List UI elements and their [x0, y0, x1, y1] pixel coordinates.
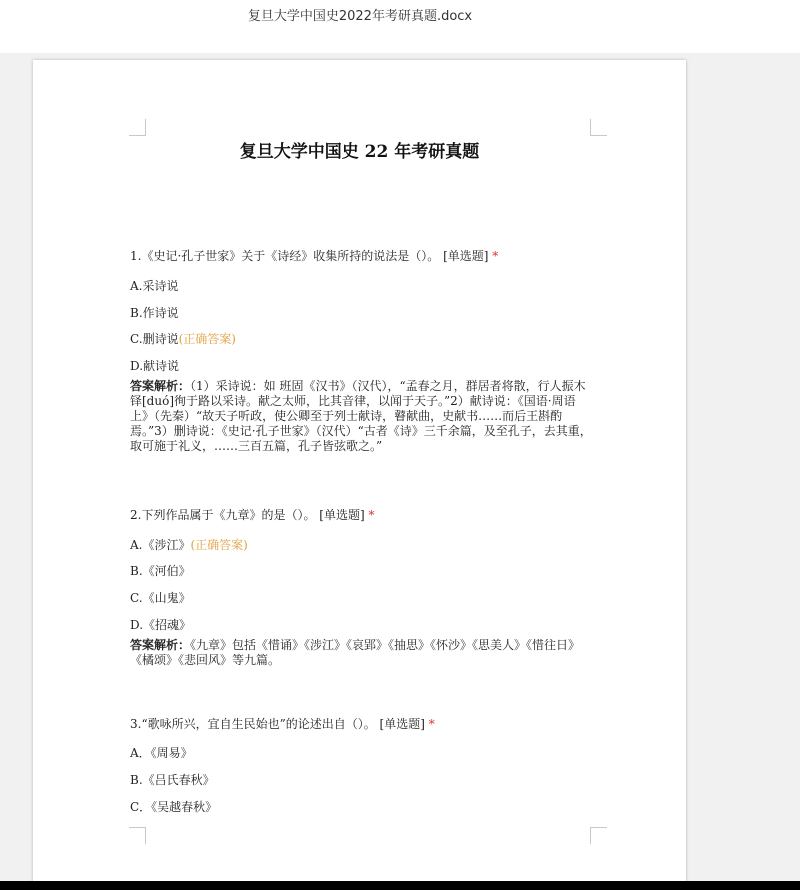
option-text: A.《涉江》 [130, 538, 191, 552]
question-text: 3.“歌咏所兴，宜自生民始也”的论述出自（）。 [单选题] [130, 717, 425, 731]
analysis-label: 答案解析： [130, 379, 191, 393]
document-page [33, 60, 686, 890]
required-mark: * [492, 249, 499, 263]
option-2d: D.《招魂》 [130, 618, 192, 632]
document-filename: 复旦大学中国史2022年考研真题.docx [247, 9, 473, 24]
correct-answer-note: (正确答案) [190, 538, 248, 552]
correct-answer-note: (正确答案) [178, 332, 236, 346]
question-1 [130, 247, 498, 264]
question-3 [130, 715, 435, 732]
analysis-text: 《九章》包括《惜诵》《涉江》《哀郢》《抽思》《怀沙》《思美人》《惜往日》《橘颂》《悲回风》等九篇。 [130, 638, 581, 667]
document-heading: 复旦大学中国史 22 年考研真题 [239, 142, 480, 162]
option-1d: D.献诗说 [130, 359, 180, 373]
question-2 [130, 506, 374, 523]
required-mark: * [428, 717, 435, 731]
required-mark: * [368, 508, 375, 522]
option-3c: C．《吴越春秋》 [130, 800, 218, 814]
question-text: 1.《史记·孔子世家》关于《诗经》收集所持的说法是（）。 [单选题] [130, 249, 489, 263]
crop-mark-top-left [129, 119, 146, 136]
answer-analysis-2 [130, 638, 592, 668]
bottom-bar [0, 881, 800, 890]
answer-analysis-1 [130, 379, 592, 454]
option-2a [130, 536, 248, 553]
question-text: 2.下列作品属于《九章》的是（）。 [单选题] [130, 508, 365, 522]
crop-mark-bottom-left [129, 827, 146, 844]
option-3b: B.《吕氏春秋》 [130, 773, 215, 787]
option-1a: A.采诗说 [130, 279, 179, 293]
title-bar [0, 0, 800, 53]
analysis-label: 答案解析： [130, 638, 191, 652]
option-1b: B.作诗说 [130, 306, 179, 320]
analysis-text: （1）采诗说：如 班固《汉书》（汉代），“孟春之月，群居者将散，行人振木铎[duó]徇于路以采诗。献之太师，比其音律，以闻于天子。”2）献诗说：《国语·周语上》（先秦）“故天子听政，使公卿至于列士献诗，瞽献曲，史献书……而后王斟酌焉。”3）删诗说：《史记·孔子世家》（汉代）“古者《诗》三千余篇，及至孔子，去其重，取可施于礼义，……三百五篇，孔子皆弦歌之。” [130, 379, 592, 453]
document-viewer[interactable] [0, 53, 800, 881]
option-2c: C.《山鬼》 [130, 591, 191, 605]
crop-mark-top-right [590, 119, 607, 136]
option-text: C.删诗说 [130, 332, 179, 346]
option-3a: A．《周易》 [130, 746, 193, 760]
option-1c [130, 330, 236, 347]
option-2b: B.《河伯》 [130, 564, 191, 578]
crop-mark-bottom-right [590, 827, 607, 844]
